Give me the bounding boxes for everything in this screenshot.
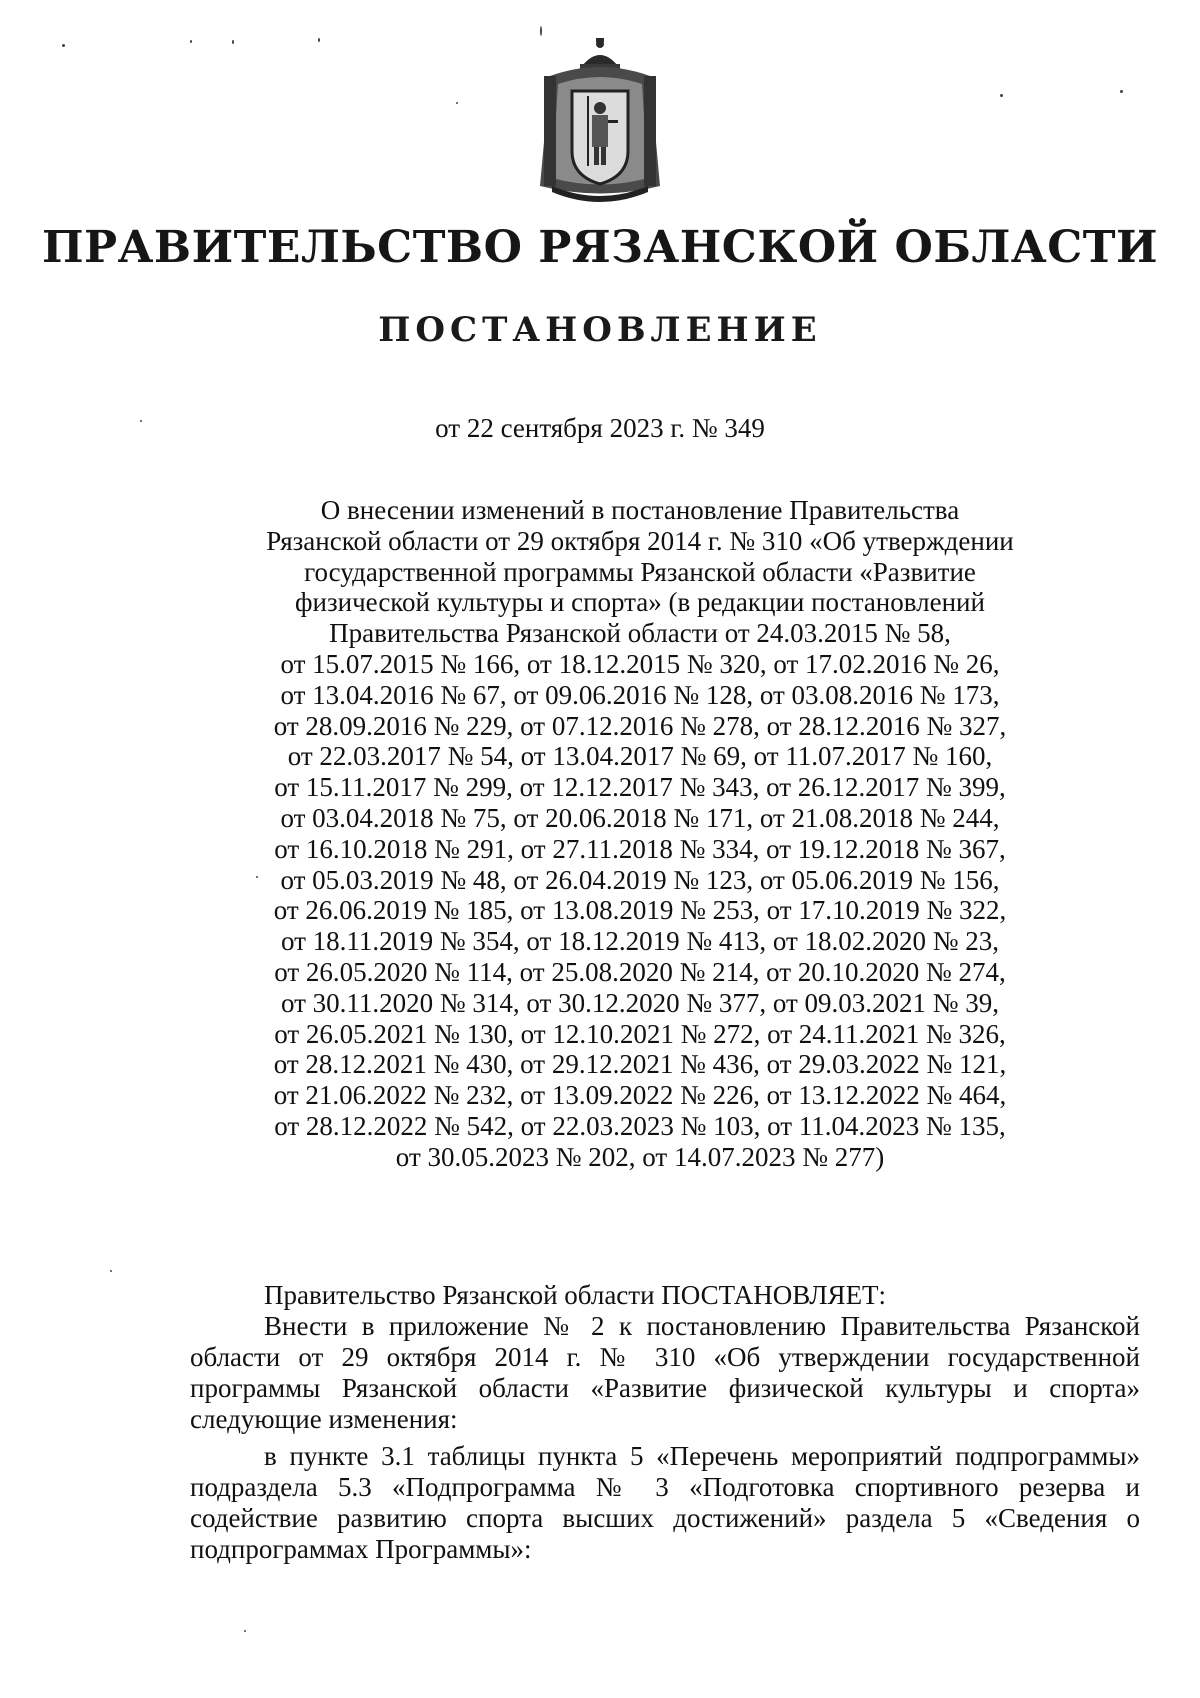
subject-line: от 22.03.2017 № 54, от 13.04.2017 № 69, от 11.07.2017 № 160,: [287, 741, 993, 772]
subject-line: от 28.12.2021 № 430, от 29.12.2021 № 436, от 29.03.2022 № 121,: [273, 1049, 1007, 1080]
scan-speck: [456, 102, 458, 104]
subject-line: от 13.04.2016 № 67, от 09.06.2016 № 128, от 03.08.2016 № 173,: [280, 679, 1000, 710]
subject-line: Правительства Рязанской области от 24.03.2015 № 58,: [329, 618, 951, 649]
scan-speck: [318, 38, 320, 42]
subject-line: от 26.05.2020 № 114, от 25.08.2020 № 214, от 20.10.2020 № 274,: [274, 956, 1006, 987]
document-title: ПРАВИТЕЛЬСТВО РЯЗАНСКОЙ ОБЛАСТИ: [41, 222, 1159, 273]
subject-line: от 05.03.2019 № 48, от 26.04.2019 № 123, от 05.06.2019 № 156,: [280, 864, 1000, 895]
body-paragraph: Внести в приложение № 2 к постановлению Правительства Рязанской области от 29 октября 2014 г. № 310 «Об утверждении государственной программы Рязанской области «Развитие физической культуры и спорта» следующие изменения:: [190, 1311, 1140, 1434]
subject-line: от 26.05.2021 № 130, от 12.10.2021 № 272, от 24.11.2021 № 326,: [274, 1018, 1006, 1049]
subject-line: от 30.11.2020 № 314, от 30.12.2020 № 377, от 09.03.2021 № 39,: [280, 987, 1000, 1018]
subject-line: от 21.06.2022 № 232, от 13.09.2022 № 226, от 13.12.2022 № 464,: [273, 1080, 1007, 1111]
scan-speck: [140, 420, 142, 422]
subject-line: от 15.11.2017 № 299, от 12.12.2017 № 343, от 26.12.2017 № 399,: [274, 772, 1006, 803]
subject-line: от 30.05.2023 № 202, от 14.07.2023 № 277): [395, 1141, 885, 1172]
scan-speck: [256, 876, 258, 878]
subject-line: от 28.12.2022 № 542, от 22.03.2023 № 103, от 11.04.2023 № 135,: [274, 1110, 1006, 1141]
scan-speck: [190, 40, 192, 43]
document-body: [190, 1280, 1140, 1565]
subject-line: от 16.10.2018 № 291, от 27.11.2018 № 334, от 19.12.2018 № 367,: [274, 833, 1006, 864]
subject-line: О внесении изменений в постановление Правительства: [320, 495, 960, 525]
subject-line: физической культуры и спорта» (в редакции постановлений: [295, 587, 985, 618]
subject-line: государственной программы Рязанской области «Развитие: [304, 556, 976, 587]
scan-speck: [1000, 94, 1003, 97]
resolution-intro: Правительство Рязанской области ПОСТАНОВЛЯЕТ:: [264, 1280, 887, 1310]
document-subject: [240, 495, 1040, 1173]
scan-speck: [110, 1270, 112, 1272]
scan-speck: [244, 1630, 246, 1632]
subject-line: от 18.11.2019 № 354, от 18.12.2019 № 413, от 18.02.2020 № 23,: [280, 926, 1000, 957]
subject-line: от 28.09.2016 № 229, от 07.12.2016 № 278, от 28.12.2016 № 327,: [273, 710, 1007, 741]
subject-line: от 15.07.2015 № 166, от 18.12.2015 № 320, от 17.02.2016 № 26,: [280, 648, 1000, 679]
subject-line: Рязанской области от 29 октября 2014 г. № 310 «Об утверждении: [266, 525, 1014, 556]
document-date-number: от 22 сентября 2023 г. № 349: [435, 413, 765, 443]
scan-speck: [62, 44, 65, 47]
ryazan-coat-of-arms-icon: [530, 36, 670, 206]
body-paragraph: в пункте 3.1 таблицы пункта 5 «Перечень мероприятий подпрограммы» подраздела 5.3 «Подпрограмма № 3 «Подготовка спортивного резерва и содействие развитию спорта высших достижений» раздела 5 «Сведения о подпрограммах Программы»:: [190, 1441, 1140, 1564]
document-type: ПОСТАНОВЛЕНИЕ: [378, 310, 822, 350]
subject-line: от 26.06.2019 № 185, от 13.08.2019 № 253, от 17.10.2019 № 322,: [273, 895, 1007, 926]
scan-speck: [232, 40, 234, 44]
scan-speck: [1120, 90, 1123, 93]
scan-speck: [540, 26, 542, 36]
subject-line: от 03.04.2018 № 75, от 20.06.2018 № 171, от 21.08.2018 № 244,: [280, 802, 1000, 833]
